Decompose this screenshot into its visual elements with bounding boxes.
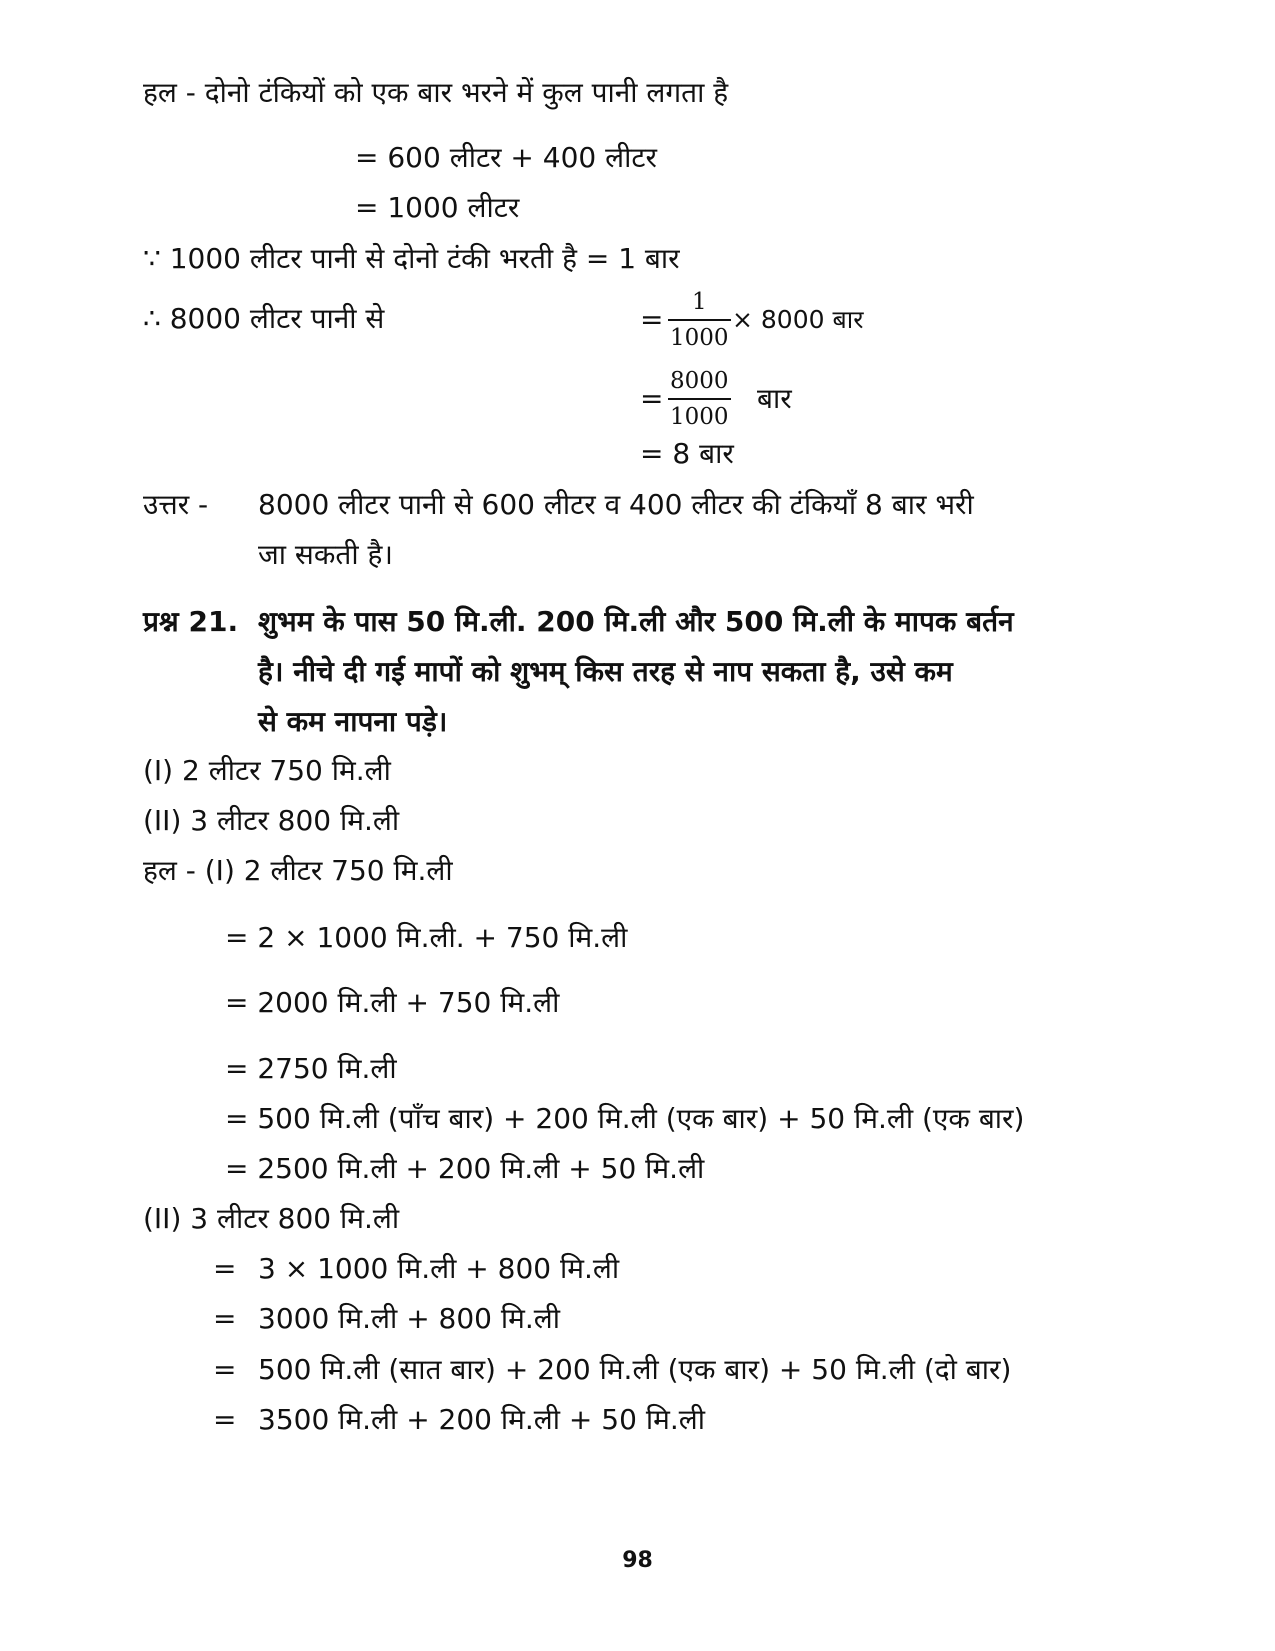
question-line-1: शुभम के पास 50 मि.ली. 200 मि.ली और 500 मि.ली के मापक बर्तन (258, 605, 1014, 638)
part-2-step-2-equals: = (213, 1302, 237, 1335)
part-1-step-4: = 500 मि.ली (पाँच बार) + 200 मि.ली (एक बार) + 50 मि.ली (एक बार) (225, 1102, 1025, 1135)
part-1-step-1: = 2 × 1000 मि.ली. + 750 मि.ली (225, 921, 628, 954)
eq2-unit: बार (757, 382, 792, 415)
sum-step-2: = 1000 लीटर (355, 191, 520, 224)
because-line: ∵ 1000 लीटर पानी से दोनो टंकी भरती है = 1 बार (143, 242, 680, 275)
solution-part-2-heading: (II) 3 लीटर 800 मि.ली (143, 1202, 400, 1235)
solution-part-1-heading: हल - (I) 2 लीटर 750 मि.ली (143, 854, 453, 887)
fraction-bar (668, 398, 731, 400)
part-2-step-1: 3 × 1000 मि.ली + 800 मि.ली (258, 1252, 620, 1285)
fraction-numerator: 8000 (670, 368, 729, 394)
fraction-8000-over-1000 (668, 367, 731, 431)
sum-step-1: = 600 लीटर + 400 लीटर (355, 141, 657, 174)
part-1: (I) 2 लीटर 750 मि.ली (143, 754, 391, 787)
answer-line-1: 8000 लीटर पानी से 600 लीटर व 400 लीटर की टंकियाँ 8 बार भरी (258, 488, 974, 521)
eq1-multiplier: × 8000 बार (732, 305, 864, 334)
eq3-result: = 8 बार (640, 437, 734, 470)
question-label: प्रश्न 21. (143, 605, 239, 638)
fraction-bar (668, 319, 731, 321)
part-2-step-2: 3000 मि.ली + 800 मि.ली (258, 1302, 561, 1335)
therefore-line: ∴ 8000 लीटर पानी से (143, 302, 385, 335)
part-1-step-3: = 2750 मि.ली (225, 1052, 397, 1085)
answer-label: उत्तर - (143, 488, 209, 521)
part-1-step-5: = 2500 मि.ली + 200 मि.ली + 50 मि.ली (225, 1152, 705, 1185)
part-2: (II) 3 लीटर 800 मि.ली (143, 804, 400, 837)
part-2-step-3-equals: = (213, 1353, 237, 1386)
fraction-denominator: 1000 (670, 404, 729, 430)
part-2-step-3: 500 मि.ली (सात बार) + 200 मि.ली (एक बार) + 50 मि.ली (दो बार) (258, 1353, 1012, 1386)
part-2-step-4-equals: = (213, 1403, 237, 1436)
answer-line-2: जा सकती है। (258, 538, 393, 571)
part-1-step-2: = 2000 मि.ली + 750 मि.ली (225, 986, 560, 1019)
fraction-denominator: 1000 (670, 325, 729, 351)
eq2-equals: = (640, 382, 664, 415)
fraction-numerator: 1 (691, 289, 707, 315)
fraction-1-over-1000 (668, 288, 731, 352)
question-line-3: से कम नापना पड़े। (258, 705, 448, 738)
question-line-2: है। नीचे दी गई मापों को शुभम् किस तरह से नाप सकता है, उसे कम (258, 655, 953, 688)
part-2-step-4: 3500 मि.ली + 200 मि.ली + 50 मि.ली (258, 1403, 705, 1436)
eq1-equals: = (640, 303, 664, 336)
page-number: 98 (622, 1548, 653, 1573)
part-2-step-1-equals: = (213, 1252, 237, 1285)
solution-intro: हल - दोनो टंकियों को एक बार भरने में कुल पानी लगता है (143, 76, 729, 109)
